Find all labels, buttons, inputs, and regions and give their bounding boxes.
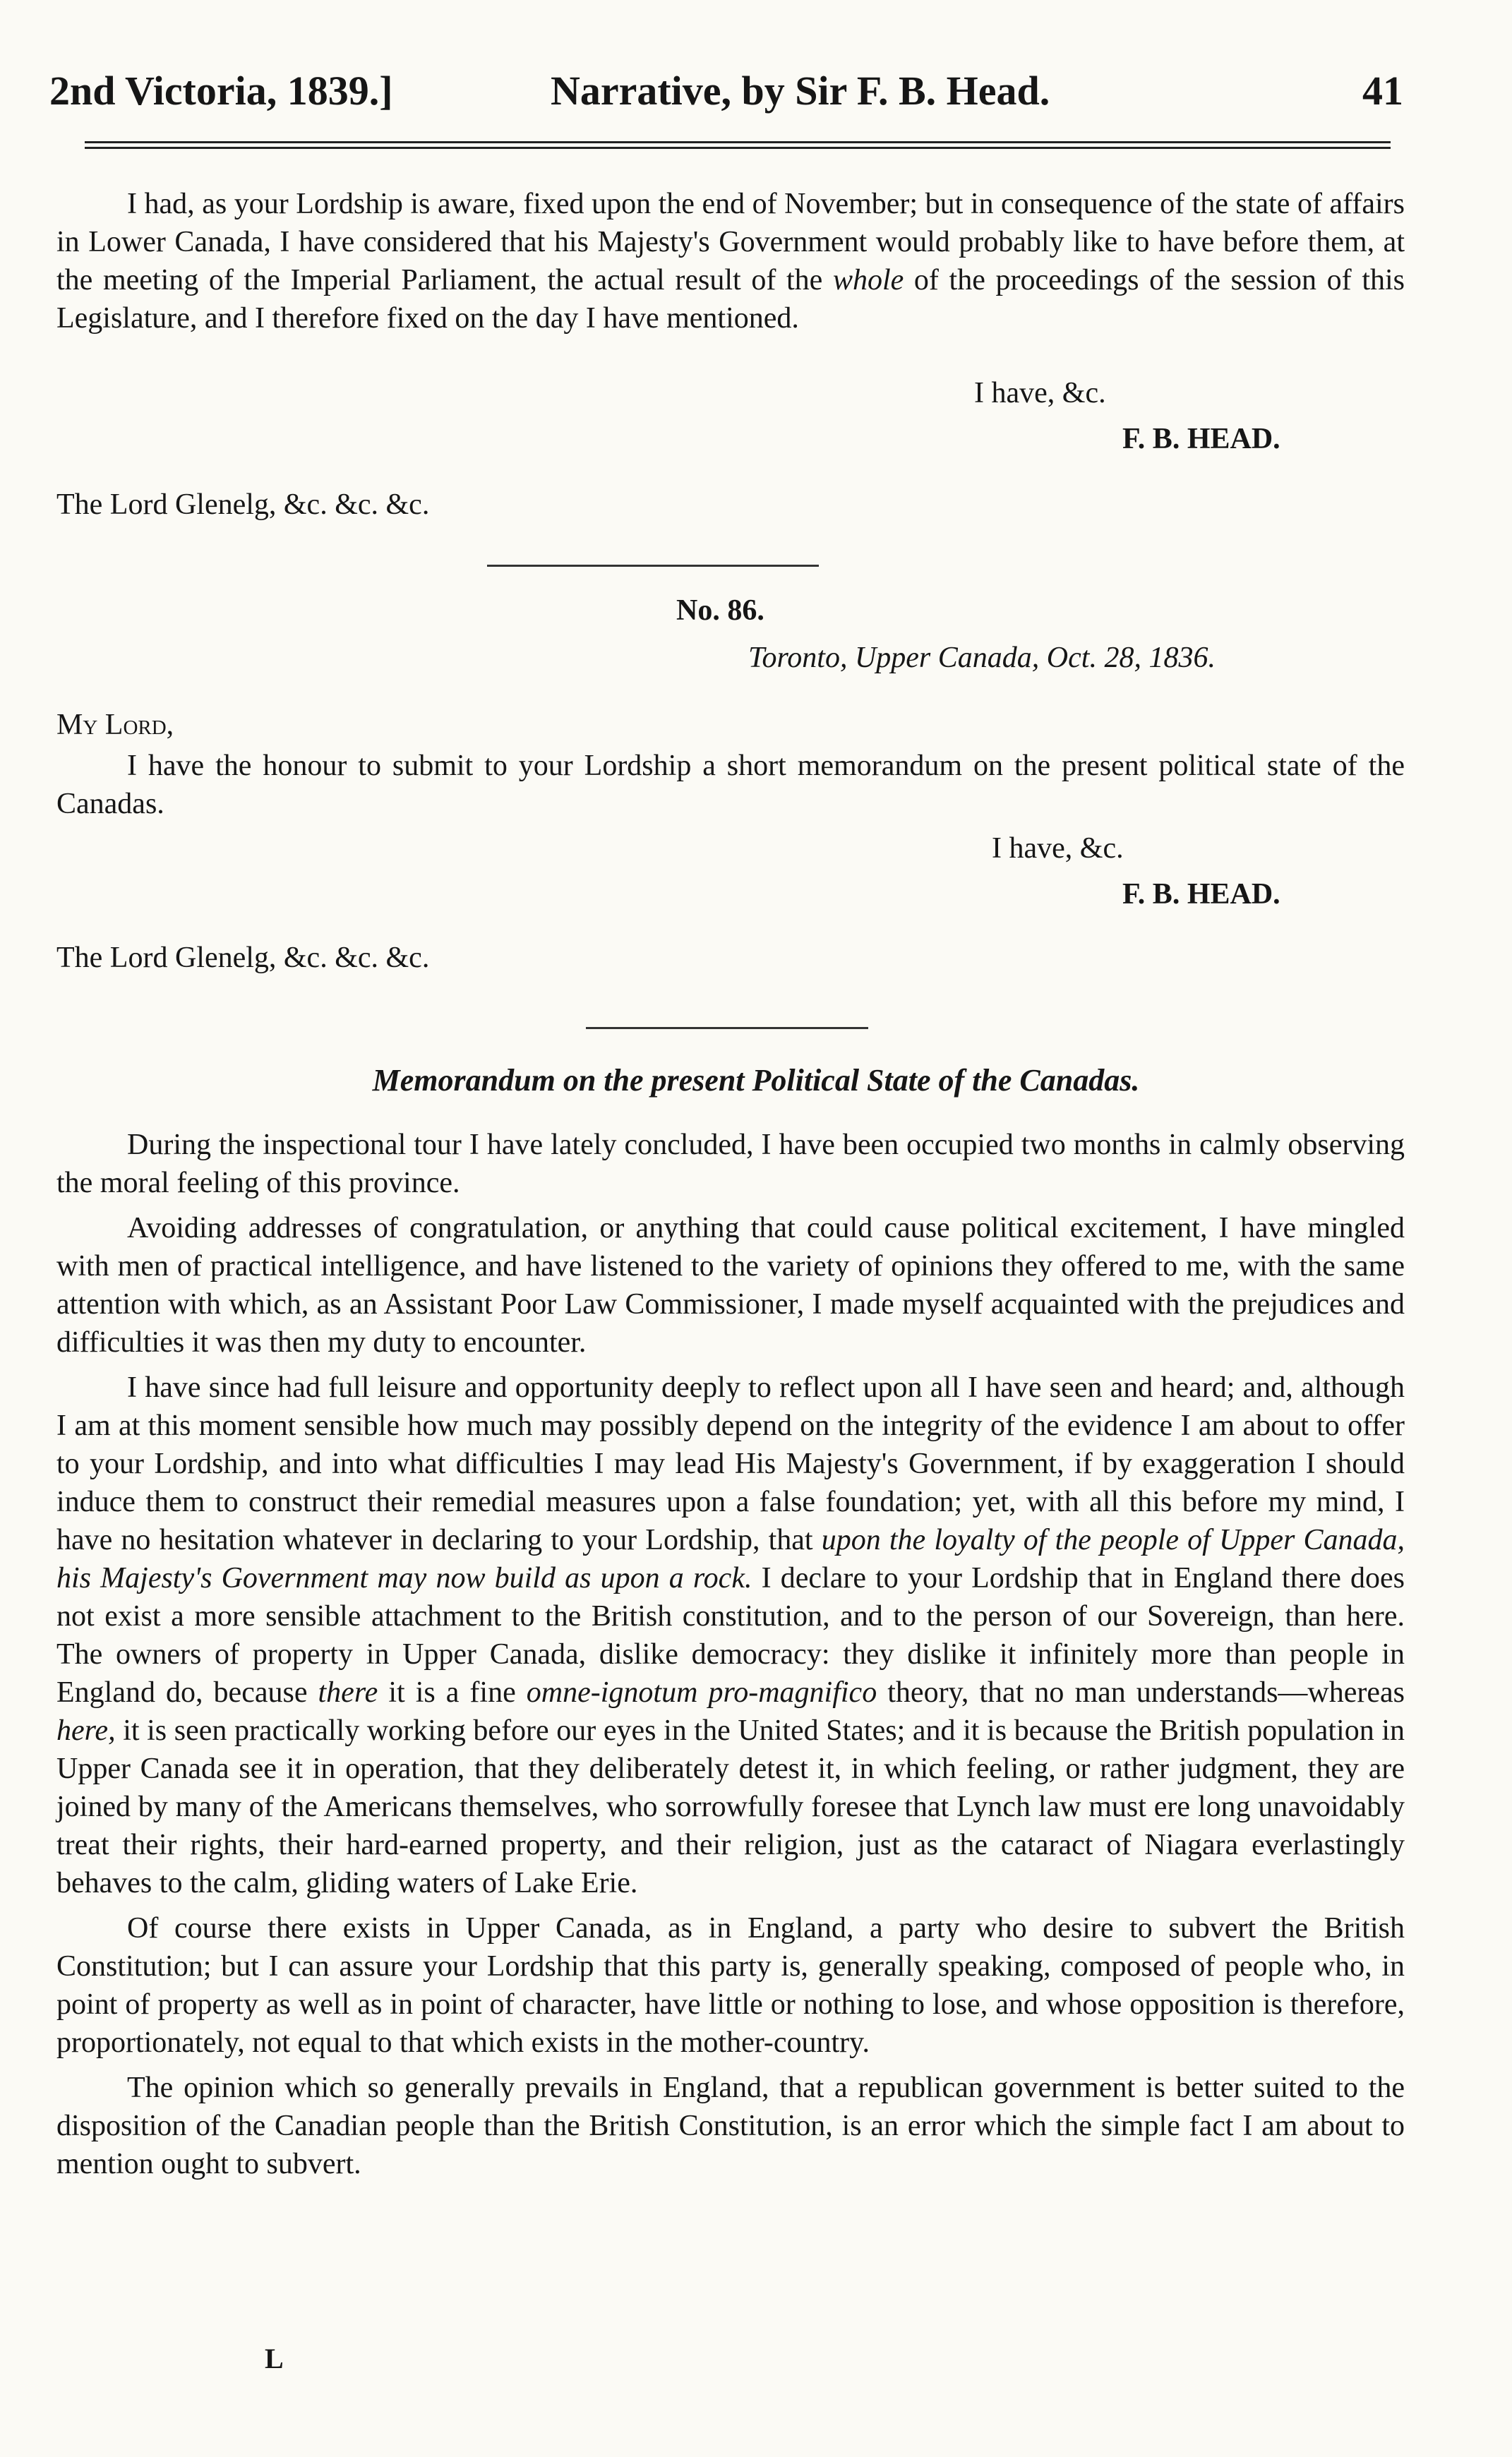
memo-p3-emph-here: here, [56,1714,116,1747]
letter1-addressee: The Lord Glenelg, &c. &c. &c. [56,488,430,521]
memo-paragraph-1: During the inspectional tour I have lately concluded, I have been occupied two months in calmly observing the moral feeling of this province. [56,1129,1405,1199]
letter1-body-end: of the proceedings of the session of this Legislature, and I therefore fixed on the day I have mentioned. [56,264,1405,335]
memo-p3-a: I have since had full leisure and opportunity deeply to reflect upon all I have seen and heard; and, although I am at this moment sensible how much may possibly depend on the integrity of the evidence I am about to offer to your Lordship, and into what difficulties I may lead His Majesty's Government, if by exaggeration I should induce them to construct their remedial measures upon a false foundation; yet, with all this before my mind, I have no hesitation whatever in declaring to your Lordship, that [56,1371,1405,1556]
memo-p3-i: it is seen practically working before our eyes in the United States; and it is because the British population in Upper Canada see it in operation, that they deliberately detest it, in which feeling, or rather judgment, they are joined by many of the Americans themselves, who sorrowfully foresee that Lynch law must ere long unavoidably treat their rights, their hard-earned property, and their religion, just as the cataract of Niagara everlastingly behaves to the calm, gliding waters of Lake Erie. [56,1714,1405,1899]
memo-p3-g: theory, that no man understands—whereas [887,1676,1405,1709]
letter1-body [56,185,1405,337]
memo-paragraph-4: Of course there exists in Upper Canada, as in England, a party who desire to subvert the British Constitution; but I can assure your Lordship that this party is, generally speaking, composed of people who, in point of property as well as in point of character, have little or nothing to lose, and whose opposition is therefore, proportionately, not equal to that which exists in the mother-country. [56,1912,1405,2059]
letter1-emph: whole [832,264,904,296]
memo-paragraph-5: The opinion which so generally prevails in England, that a republican government is better suited to the disposition of the Canadian people than the British Constitution, is an error which the simple fact I am about to mention ought to subvert. [56,2072,1405,2180]
letter2-closing: I have, &c. [992,832,1124,865]
separator-1 [487,565,819,567]
memorandum-title: Memorandum on the present Political State of the Canadas. [372,1063,1140,1098]
letter1-signature: F. B. HEAD. [1122,423,1280,455]
letter2-body [56,747,1405,823]
memo-p3-e: it is a fine [388,1676,516,1709]
memo-p3-emph-rock: upon the loyalty of the people of Upper Canada, his Majesty's Government may now build as upon a rock. [56,1524,1405,1594]
memo-p3-emph-there: there [318,1676,378,1709]
memo-paragraph-2: Avoiding addresses of congratulation, or anything that could cause political excitement, I have mingled with men of practical intelligence, and have listened to the variety of opinions they offered to me, with the same attention with which, as an Assistant Poor Law Commissioner, I made myself acquainted with the prejudices and difficulties it was then my duty to encounter. [56,1212,1405,1359]
letter2-dateline [748,639,1216,677]
header-rule-top [85,141,1391,143]
header-rule-bottom [85,147,1391,149]
letter2-salutation: My Lord, [56,709,174,741]
letter2-number: No. 86. [676,594,764,627]
letter2-body-text: I have the honour to submit to your Lordship a short memorandum on the present political state of the Canadas. [56,750,1405,820]
letter2-signature: F. B. HEAD. [1122,878,1280,911]
header-session: 2nd Victoria, 1839.] [49,68,393,114]
letter2-place: Toronto, Upper Canada, [748,642,1040,674]
letter1-closing: I have, &c. [974,377,1106,409]
page-number: 41 [1362,68,1403,114]
memorandum-body [56,1126,1405,2183]
signature-mark: L [265,2343,284,2374]
memo-p3-emph-latin: omne-ignotum pro-magnifico [526,1676,877,1709]
letter2-date: Oct. 28, 1836. [1046,642,1216,674]
memo-p3-c: I declare to your Lordship that in England there does not exist a more sensible attachment to the British constitution, and to the person of our Sovereign, than here. The owners of property in Upper Canada, dislike democracy: they dislike it infinitely more than people in England do, because [56,1562,1405,1709]
letter2-addressee: The Lord Glenelg, &c. &c. &c. [56,942,430,974]
separator-2 [586,1027,868,1029]
header-title: Narrative, by Sir F. B. Head. [551,68,1050,114]
page-header [42,67,1403,124]
memo-paragraph-3 [56,1369,1405,1902]
letter1-body-text: I had, as your Lordship is aware, fixed upon the end of November; but in consequence of the state of affairs in Lower Canada, I have considered that his Majesty's Government would probably like to have before them, at the meeting of the Imperial Parliament, the actual result of the [56,188,1405,296]
